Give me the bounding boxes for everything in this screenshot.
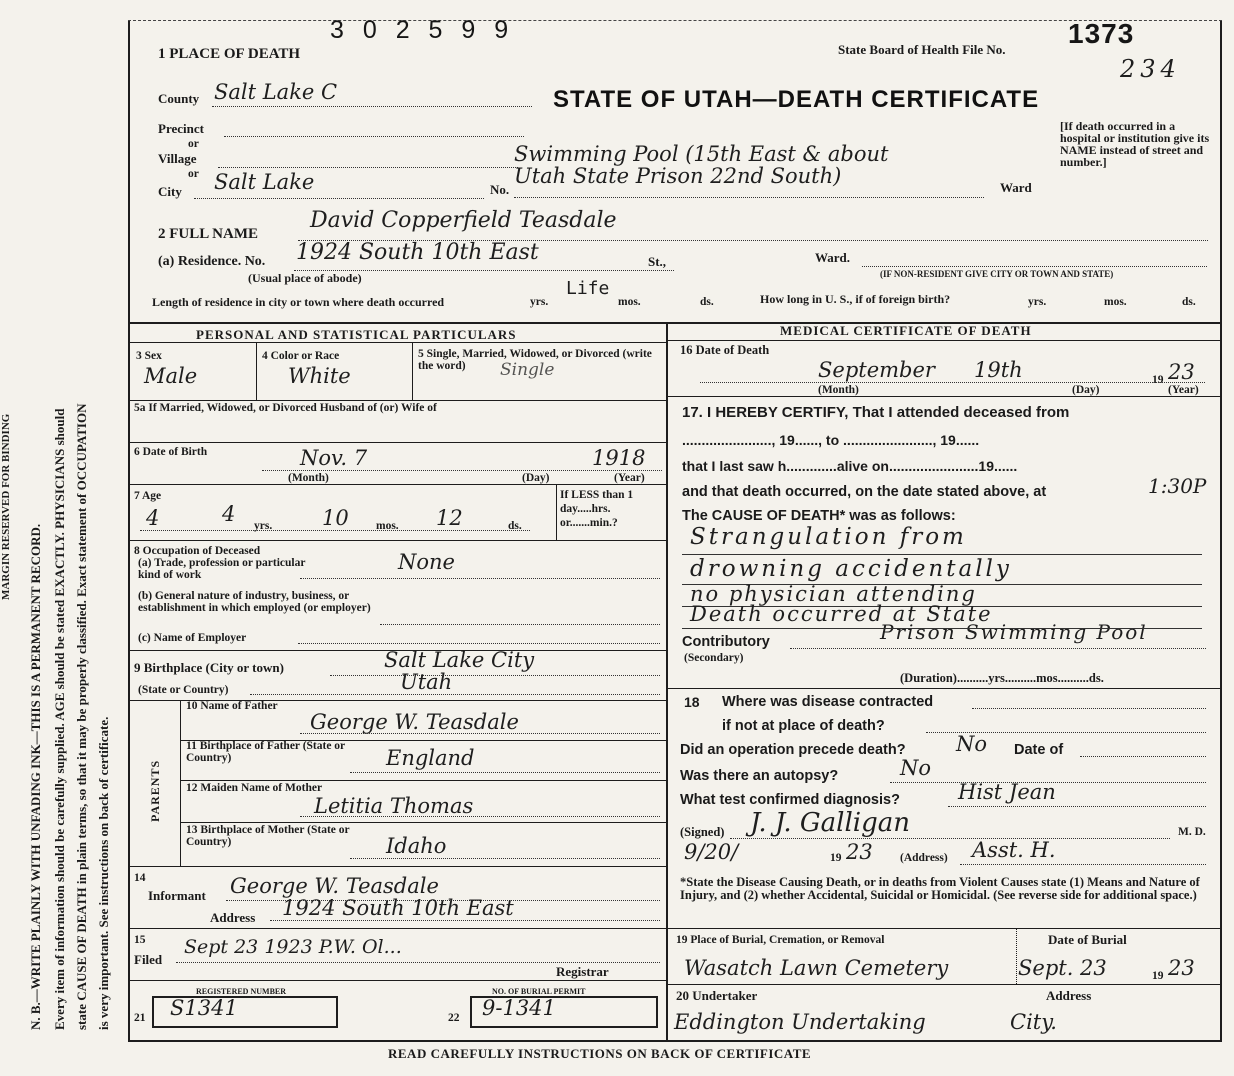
marital-value: Single — [500, 360, 555, 380]
filed-bottom — [128, 980, 668, 981]
mos-label-2: mos. — [1104, 296, 1127, 308]
undertaker-value: Eddington Undertaking — [674, 1010, 926, 1034]
sex-label: 3 Sex — [136, 350, 162, 362]
residence-value: 1924 South 10th East — [296, 240, 539, 265]
birthplace-state-value: Utah — [400, 670, 453, 694]
parents-divider — [180, 700, 181, 866]
occupation-value: None — [398, 550, 455, 574]
age-less-divider — [556, 484, 557, 540]
parents-label: PARENTS — [148, 759, 162, 822]
dob-label: 6 Date of Birth — [134, 446, 208, 458]
residence-label: (a) Residence. No. — [158, 254, 266, 269]
dob-month-value: Nov. 7 — [300, 446, 368, 470]
how-long-us-label: How long in U. S., if of foreign birth? — [760, 292, 951, 306]
dob-year-label: (Year) — [614, 472, 645, 484]
n21-label: 21 — [134, 1012, 146, 1024]
residence-ward-label: Ward. — [815, 250, 851, 265]
age-days-value: 12 — [436, 506, 463, 530]
burial-year-prefix: 19 — [1152, 970, 1164, 982]
burial-place-label-text: 19 Place of Burial, Cremation, or Removal — [676, 934, 885, 946]
frame-bottom — [128, 1040, 1222, 1042]
cause-rule-4 — [682, 628, 1202, 629]
q18-where-label: Where was disease contracted — [722, 694, 934, 710]
father-name-label-text: 10 Name of Father — [186, 700, 278, 712]
ds-label-1: ds. — [700, 296, 714, 308]
nonresident-label: (IF NON-RESIDENT GIVE CITY OR TOWN AND STATE) — [880, 269, 1114, 279]
occupation-c-label: (c) Name of Employer — [138, 632, 247, 644]
birthplace-state-line — [250, 694, 660, 695]
margin-instructions-2: state CAUSE OF DEATH in plain terms, so that it may be properly classified. Exact statement of OCCUPATION — [74, 403, 89, 1030]
occupation-c-line — [298, 643, 660, 644]
birthplace-city-value: Salt Lake City — [384, 648, 535, 672]
yrs-label-2: yrs. — [1028, 296, 1047, 308]
sex-race-divider — [256, 342, 257, 400]
undertaker-label: 20 Undertaker — [676, 988, 758, 1003]
signed-address-value: Asst. H. — [972, 838, 1056, 862]
footnote-text-inner: *State the Disease Causing Death, or in deaths from Violent Causes state (1) Means and Nature of Injury, and (2) whether Accidental, Suicidal or Homicidal. (See reverse side for additional space.) — [680, 875, 1200, 902]
mother-birthplace-label — [186, 824, 356, 848]
contributory-line — [790, 648, 1206, 649]
residence-st-label: St., — [648, 254, 667, 269]
mother-name-label — [186, 782, 326, 794]
full-name-label: 2 FULL NAME — [158, 226, 259, 242]
hospital-note-text: [If death occurred in a hospital or institution give its NAME instead of street and number.] — [1060, 119, 1210, 169]
informant-value: George W. Teasdale — [230, 874, 439, 898]
parents-bottom — [128, 866, 668, 867]
age-line — [140, 530, 530, 531]
margin-binding-note: MARGIN RESERVED FOR BINDING — [0, 413, 12, 600]
length-residence-value: Life — [566, 278, 610, 299]
date-of-death-day: 19th — [974, 358, 1023, 382]
cause-line-3: no physician attending — [690, 582, 977, 606]
death-day-label: (Day) — [1072, 384, 1100, 396]
informant-address-value: 1924 South 10th East — [282, 896, 514, 920]
father-bp-row-rule — [180, 780, 668, 781]
cause-line-2: drowning accidentally — [690, 556, 1012, 582]
burial-permit-label: NO. OF BURIAL PERMIT — [492, 987, 586, 996]
date-death-bottom — [666, 396, 1222, 397]
father-name-label — [186, 700, 306, 712]
signed-line — [730, 838, 1170, 839]
father-name-value: George W. Teasdale — [310, 710, 519, 734]
occupation-b-line — [380, 624, 660, 625]
yrs-label-1: yrs. — [530, 296, 549, 308]
street-line-2: Utah State Prison 22nd South) — [514, 164, 842, 188]
death-time-value: 1:30P — [1148, 474, 1207, 498]
mother-name-label-text: 12 Maiden Name of Mother — [186, 782, 323, 794]
race-value: White — [288, 364, 351, 388]
informant-bottom — [128, 928, 668, 929]
father-birthplace-value: England — [386, 746, 475, 770]
age-ds-label: ds. — [508, 520, 522, 532]
margin-notice: N. B.—WRITE PLAINLY WITH UNFADING INK—THIS IS A PERMANENT RECORD. — [28, 523, 43, 1030]
test-line — [948, 806, 1206, 807]
burial-date-label: Date of Burial — [1048, 932, 1127, 947]
reg-number-value: S1341 — [170, 996, 238, 1020]
burial-bottom — [666, 984, 1222, 985]
local-number: 234 — [1120, 55, 1181, 83]
registrar-label: Registrar — [556, 964, 609, 979]
mother-name-line — [300, 816, 660, 817]
signed-year-value: 23 — [846, 840, 873, 864]
county-value: Salt Lake C — [214, 80, 338, 104]
cause-line-1: Strangulation from — [690, 524, 967, 550]
contributory-label: Contributory — [682, 634, 770, 650]
last-saw-line: that I last saw h.............alive on.......................19...... — [682, 458, 1018, 474]
street-line — [514, 197, 984, 198]
footnote-text — [680, 876, 1210, 902]
less-than-label — [560, 488, 664, 530]
margin-instructions-3: is very important. See instructions on back of certificate. — [96, 716, 111, 1030]
less-than-text: If LESS than 1 day.....hrs. or.......min.? — [560, 489, 634, 529]
county-label: County — [158, 91, 200, 106]
filed-number: 15 — [134, 934, 146, 946]
age-years-value-2: 4 — [222, 502, 236, 526]
ds-label-2: ds. — [1182, 296, 1196, 308]
mother-row-rule — [180, 822, 668, 823]
attended-from-line: ......................., 19......, to ......................., 19...... — [682, 432, 980, 448]
marital-label-text: 5 Single, Married, Widowed, or Divorced (write the word) — [418, 348, 652, 372]
medical-section-title: MEDICAL CERTIFICATE OF DEATH — [780, 323, 1032, 338]
age-years-value: 4 — [146, 506, 160, 530]
informant-address-label: Address — [210, 910, 256, 925]
race-label: 4 Color or Race — [262, 350, 340, 362]
row6-bottom — [128, 484, 668, 485]
informant-number: 14 — [134, 872, 146, 884]
certificate-title: STATE OF UTAH—DEATH CERTIFICATE — [553, 86, 1040, 113]
city-value: Salt Lake — [214, 170, 315, 194]
row3-bottom — [128, 400, 668, 401]
signed-date-value: 9/20/ — [684, 840, 739, 864]
mother-name-value: Letitia Thomas — [314, 794, 474, 818]
date-of-death-label: 16 Date of Death — [680, 343, 770, 357]
date-of-label: Date of — [1014, 742, 1064, 758]
medical-header-rule — [666, 340, 1222, 341]
occupation-label: 8 Occupation of Deceased — [134, 545, 261, 557]
cause-rule-1 — [682, 554, 1202, 555]
margin-instructions-1: Every item of information should be carefully supplied. AGE should be stated EXACTLY. PHYSICIANS should — [52, 408, 67, 1030]
age-months-value: 10 — [322, 506, 349, 530]
death-month-label: (Month) — [818, 384, 859, 396]
test-label: What test confirmed diagnosis? — [680, 792, 900, 808]
date-of-death-year: 23 — [1168, 360, 1195, 384]
or-2: or — [188, 168, 199, 180]
n22-label: 22 — [448, 1012, 460, 1024]
undertaker-address-value: City. — [1010, 1010, 1057, 1034]
footnote-bottom — [666, 928, 1222, 929]
father-birthplace-label-text: 11 Birthplace of Father (State or Country) — [186, 740, 345, 764]
occupation-line — [300, 578, 660, 579]
signed-address-line — [960, 864, 1206, 865]
duration-line: (Duration)..........yrs..........mos..........ds. — [900, 671, 1104, 685]
signed-value: J. J. Galligan — [750, 808, 910, 838]
dob-month-label: (Month) — [288, 472, 329, 484]
death-year-label: (Year) — [1168, 384, 1199, 396]
village-line — [218, 167, 518, 168]
city-label: City — [158, 184, 182, 199]
q18-if-not-label: if not at place of death? — [722, 718, 885, 734]
cause-bottom — [666, 688, 1222, 689]
no-label: No. — [490, 182, 510, 197]
mos-label-1: mos. — [618, 296, 641, 308]
burial-place-label — [676, 934, 996, 946]
usual-abode-label: (Usual place of abode) — [248, 271, 362, 285]
dob-year-value: 1918 — [592, 446, 646, 470]
death-occurred-text: and that death occurred, on the date stated above, at — [682, 484, 1047, 500]
certificate-number: 3 0 2 5 9 9 — [330, 16, 515, 44]
occupation-b-text: (b) General nature of industry, business, or establishment in which employed (or employer) — [138, 590, 371, 614]
father-name-line — [300, 733, 660, 734]
full-name-value: David Copperfield Teasdale — [310, 208, 617, 233]
cause-line-4: Death occurred at State — [690, 602, 993, 626]
occupation-b-label — [138, 590, 388, 614]
burial-date-value: Sept. 23 — [1018, 956, 1107, 980]
undertaker-address-label: Address — [1046, 988, 1092, 1003]
q18-line-1 — [972, 708, 1206, 709]
signed-year-prefix: 19 — [830, 852, 842, 864]
place-of-death-label: 1 PLACE OF DEATH — [158, 46, 301, 62]
operation-value: No — [956, 732, 988, 756]
burial-divider — [1016, 928, 1017, 984]
operation-label: Did an operation precede death? — [680, 742, 906, 758]
precinct-line — [224, 136, 524, 137]
filed-line — [176, 962, 660, 963]
burial-permit-value: 9-1341 — [482, 996, 556, 1020]
age-mos-label: mos. — [376, 520, 399, 532]
village-label: Village — [158, 151, 197, 166]
state-board-label: State Board of Health File No. — [838, 42, 1006, 57]
burial-place-value: Wasatch Lawn Cemetery — [684, 956, 949, 980]
city-line — [194, 198, 484, 199]
birthplace-label: 9 Birthplace (City or town) — [134, 660, 284, 675]
length-residence-label: Length of residence in city or town where death occurred — [152, 295, 445, 309]
father-birthplace-label — [186, 740, 356, 764]
street-line-1: Swimming Pool (15th East & about — [514, 142, 889, 166]
q18-number: 18 — [684, 694, 700, 710]
footer-instructions: READ CAREFULLY INSTRUCTIONS ON BACK OF CERTIFICATE — [388, 1046, 812, 1061]
or-1: or — [188, 138, 199, 150]
autopsy-value: No — [900, 756, 932, 780]
county-line — [212, 106, 532, 107]
mother-birthplace-value: Idaho — [386, 834, 447, 858]
date-of-death-line — [700, 382, 1205, 383]
informant-address-line — [270, 920, 660, 921]
birthplace-state-label: (State or Country) — [138, 684, 229, 696]
frame-left — [128, 20, 130, 1040]
burial-year-value: 23 — [1168, 956, 1195, 980]
spouse-label — [134, 402, 464, 414]
race-marital-divider — [412, 342, 413, 400]
residence-ward-line — [862, 266, 1207, 267]
center-divider — [666, 322, 668, 1040]
age-yrs-label: yrs. — [254, 520, 273, 532]
birthplace-city-line — [330, 675, 660, 676]
cause-label: The CAUSE OF DEATH* was as follows: — [682, 508, 956, 524]
sex-value: Male — [144, 364, 198, 388]
certify-text: 17. I HEREBY CERTIFY, That I attended deceased from — [682, 404, 1070, 421]
hospital-note — [1060, 120, 1210, 168]
personal-section-title: PERSONAL AND STATISTICAL PARTICULARS — [196, 327, 517, 342]
reg-number-label: REGISTERED NUMBER — [196, 987, 287, 996]
frame-right — [1220, 20, 1222, 1040]
signed-label: (Signed) — [680, 825, 725, 839]
md-label: M. D. — [1178, 826, 1206, 838]
spouse-label-text: 5a If Married, Widowed, or Divorced Husband of (or) Wife of — [134, 402, 437, 414]
occupation-a-text: (a) Trade, profession or particular kind of work — [138, 557, 306, 581]
date-of-death-month: September — [818, 358, 935, 382]
signed-address-label: (Address) — [900, 852, 948, 864]
dob-day-label: (Day) — [522, 472, 550, 484]
precinct-label: Precinct — [158, 121, 204, 136]
mother-birthplace-line — [350, 858, 660, 859]
dob-line — [262, 470, 662, 471]
date-year-prefix: 19 — [1152, 374, 1164, 386]
age-label: 7 Age — [134, 490, 162, 502]
row7-bottom — [128, 540, 668, 541]
filed-value: Sept 23 1923 P.W. Ol... — [184, 936, 402, 958]
row5a-bottom — [128, 442, 668, 443]
ward-label: Ward — [1000, 180, 1032, 195]
state-board-file-number: 1373 — [1068, 18, 1135, 49]
section-top-rule — [128, 322, 1222, 324]
test-value: Hist Jean — [958, 780, 1056, 804]
filed-label: Filed — [134, 952, 163, 967]
father-birthplace-line — [350, 772, 660, 773]
cause-line-5: Prison Swimming Pool — [880, 620, 1148, 644]
autopsy-label: Was there an autopsy? — [680, 768, 839, 784]
frame-top — [128, 20, 1222, 21]
secondary-label: (Secondary) — [684, 652, 744, 664]
mother-birthplace-label-text: 13 Birthplace of Mother (State or Country) — [186, 824, 350, 848]
operation-date-line — [1080, 756, 1206, 757]
informant-label: Informant — [148, 888, 206, 903]
